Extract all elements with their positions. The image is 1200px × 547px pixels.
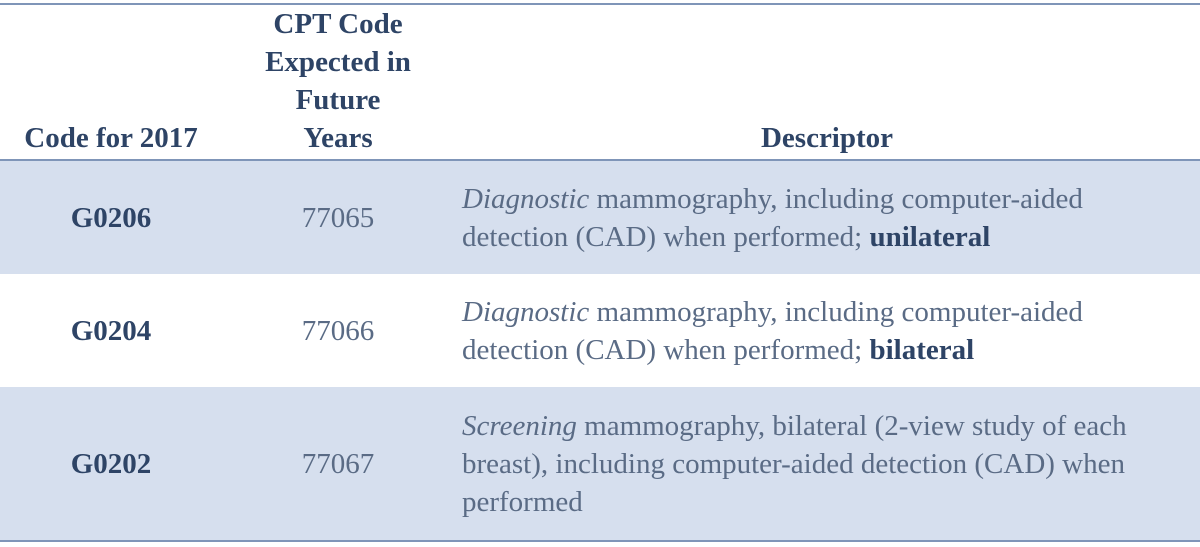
cpt-cell: 77067 [301,447,375,480]
header-cpt-line: CPT Code [273,8,403,40]
table-row [0,274,1200,387]
descriptor-cell [462,387,1192,540]
header-cpt-line: Expected in [265,46,411,78]
descriptor-lead: Diagnostic [462,295,590,328]
descriptor-lead: Screening [462,409,577,442]
descriptor-cell [462,161,1192,274]
code-cell: G0202 [70,447,152,480]
header-cpt-line: Years [303,122,373,154]
table-header [0,5,1200,159]
table-row [0,161,1200,274]
header-descriptor: Descriptor [760,122,894,154]
bottom-rule [0,540,1200,542]
code-cell: G0206 [70,201,152,234]
code-cell: G0204 [70,314,152,347]
descriptor-lead: Diagnostic [462,182,590,215]
cpt-cell: 77066 [301,314,375,347]
header-cpt-code [222,5,454,157]
descriptor-cell [462,274,1192,387]
header-code-2017: Code for 2017 [24,122,198,154]
table-row [0,387,1200,540]
header-cpt-line: Future [295,84,381,116]
descriptor-text: mammography, including computer-aided detection (CAD) when performed; [462,182,1083,253]
descriptor-laterality: bilateral [869,333,975,366]
descriptor-laterality: unilateral [869,220,991,253]
descriptor-text: mammography, including computer-aided detection (CAD) when performed; [462,295,1083,366]
cpt-cell: 77065 [301,201,375,234]
descriptor-text: mammography, bilateral (2-view study of each breast), including computer-aided detection (CAD) when performed [462,409,1127,518]
